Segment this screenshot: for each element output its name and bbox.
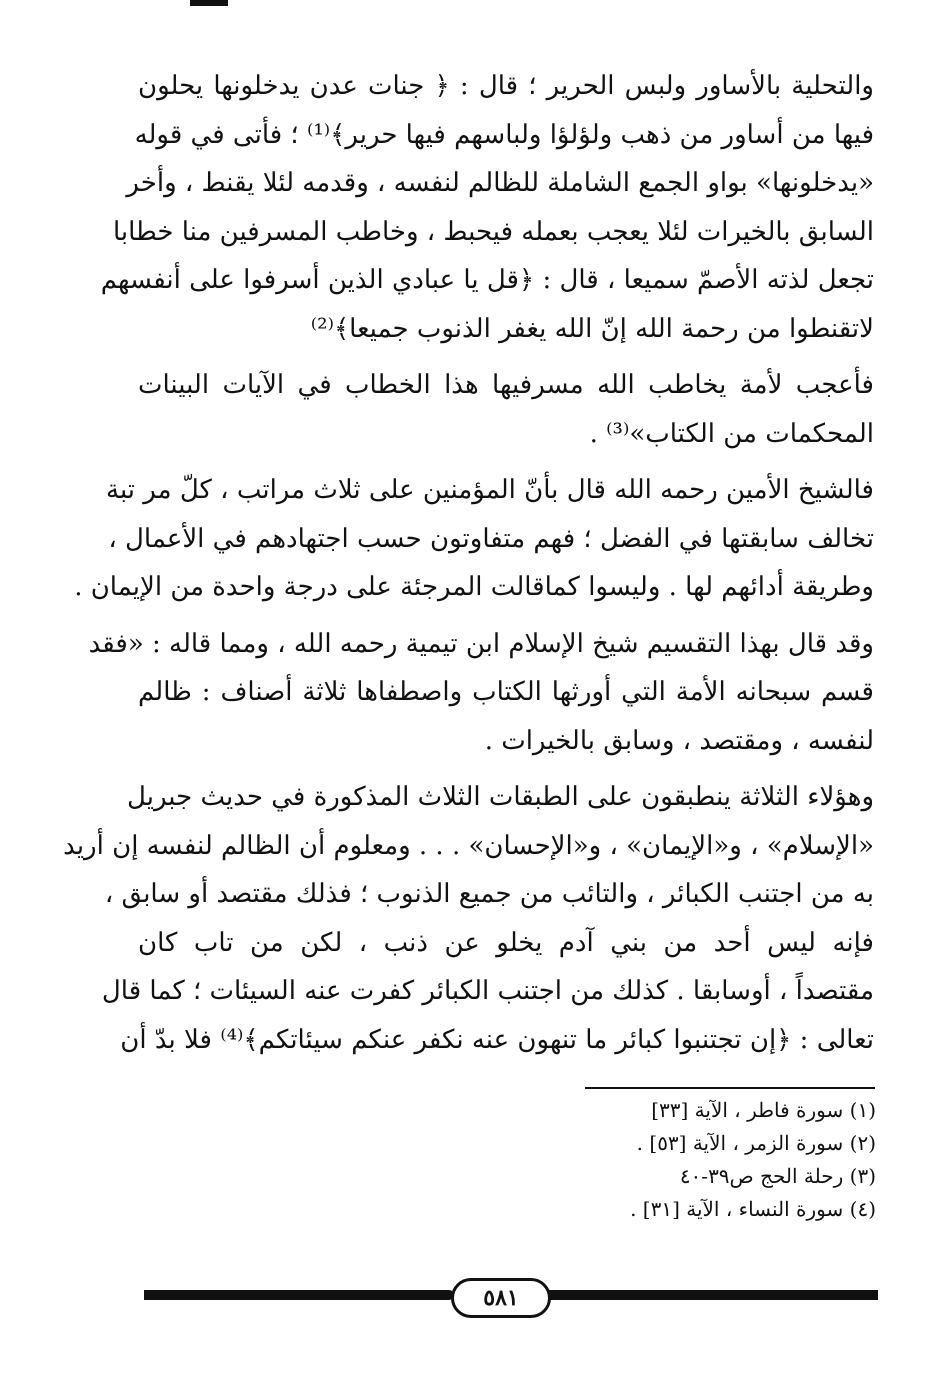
footnote-2: (٢) سورة الزمر ، الآية [٥٣] . bbox=[636, 1131, 876, 1155]
paragraph-3 bbox=[74, 466, 874, 612]
text-line: لنفسه ، ومقتصد ، وسابق بالخيرات . bbox=[484, 725, 874, 756]
text-line: به من اجتنب الكبائر ، والتائب من جميع الذنوب ؛ فذلك مقتصد أو سابق ، bbox=[104, 879, 874, 909]
text-line: وطريقة أدائهم لها . وليسوا كماقالت المرجئة على درجة واحدة من الإيمان . bbox=[74, 572, 874, 602]
text-line: قسم سبحانه الأمة التي أورثها الكتاب واصطفاها ثلاثة أصناف : ظالم bbox=[138, 677, 874, 707]
text-line: فإنه ليس أحد من بني آدم يخلو عن ذنب ، لكن من تاب كان bbox=[138, 927, 874, 958]
text-line: تجعل لذته الأصمّ سميعا ، قال : ﴿قل يا عبادي الذين أسرفوا على أنفسهم bbox=[100, 265, 874, 295]
text-line: تعالى : ﴿إن تجتنبوا كبائر ما تنهون عنه نكفر عنكم سيئاتكم﴾⁽⁴⁾ فلا بدّ أن bbox=[120, 1024, 874, 1055]
paragraph-2 bbox=[138, 361, 874, 458]
text-line: والتحلية بالأساور ولبس الحرير ؛ قال : ﴿ جنات عدن يدخلونها يحلون bbox=[138, 71, 874, 101]
paragraph-5 bbox=[63, 773, 874, 1064]
footer-rule-right bbox=[540, 1290, 878, 1300]
footer-rule-left bbox=[144, 1290, 454, 1300]
paragraph-4 bbox=[88, 620, 874, 766]
paragraph-1 bbox=[100, 62, 874, 353]
text-line: فأعجب لأمة يخاطب الله مسرفيها هذا الخطاب في الآيات البينات bbox=[138, 370, 874, 400]
text-line: المحكمات من الكتاب»⁽³⁾ . bbox=[589, 418, 874, 449]
footnotes bbox=[520, 1094, 876, 1226]
footnote-separator bbox=[585, 1087, 875, 1089]
footnote-3: (٣) رحلة الحج ص٣٩-٤٠ bbox=[679, 1164, 876, 1188]
text-line: لاتقنطوا من رحمة الله إنّ الله يغفر الذنوب جميعا﴾⁽²⁾ bbox=[310, 313, 874, 344]
top-edge-mark bbox=[190, 0, 228, 6]
footnote-1: (١) سورة فاطر ، الآية [٣٣] bbox=[651, 1098, 876, 1122]
text-line: تخالف سابقتها في الفضل ؛ فهم متفاوتون حسب اجتهادهم في الأعمال ، bbox=[108, 523, 874, 554]
text-line: السابق بالخيرات لئلا يعجب بعمله فيحبط ، وخاطب المسرفين منا خطابا bbox=[112, 216, 874, 247]
page-number: ٥٨١ bbox=[451, 1278, 551, 1318]
text-line: «الإسلام» ، و«الإيمان» ، و«الإحسان» . . . ومعلوم أن الظالم لنفسه إن أريد bbox=[63, 830, 874, 861]
text-line: وهؤلاء الثلاثة ينطبقون على الطبقات الثلاث المذكورة في حديث جبريل bbox=[127, 782, 874, 812]
text-line: مقتصداً ، أوسابقا . كذلك من اجتنب الكبائر كفرت عنه السيئات ؛ كما قال bbox=[101, 976, 874, 1006]
text-line: فيها من أساور من ذهب ولؤلؤا ولباسهم فيها حرير﴾⁽¹⁾ ؛ فأتى في قوله bbox=[134, 119, 874, 150]
text-line: فالشيخ الأمين رحمه الله قال بأنّ المؤمنين على ثلاث مراتب ، كلّ مر تبة bbox=[106, 475, 874, 505]
page-footer bbox=[144, 1278, 878, 1316]
text-line: «يدخلونها» بواو الجمع الشاملة للظالم لنفسه ، وقدمه لئلا يقنط ، وأخر bbox=[126, 168, 874, 198]
footnote-4: (٤) سورة النساء ، الآية [٣١] . bbox=[630, 1197, 876, 1221]
text-line: وقد قال بهذا التقسيم شيخ الإسلام ابن تيمية رحمه الله ، ومما قاله : «فقد bbox=[88, 628, 874, 659]
page-body bbox=[63, 62, 874, 1072]
